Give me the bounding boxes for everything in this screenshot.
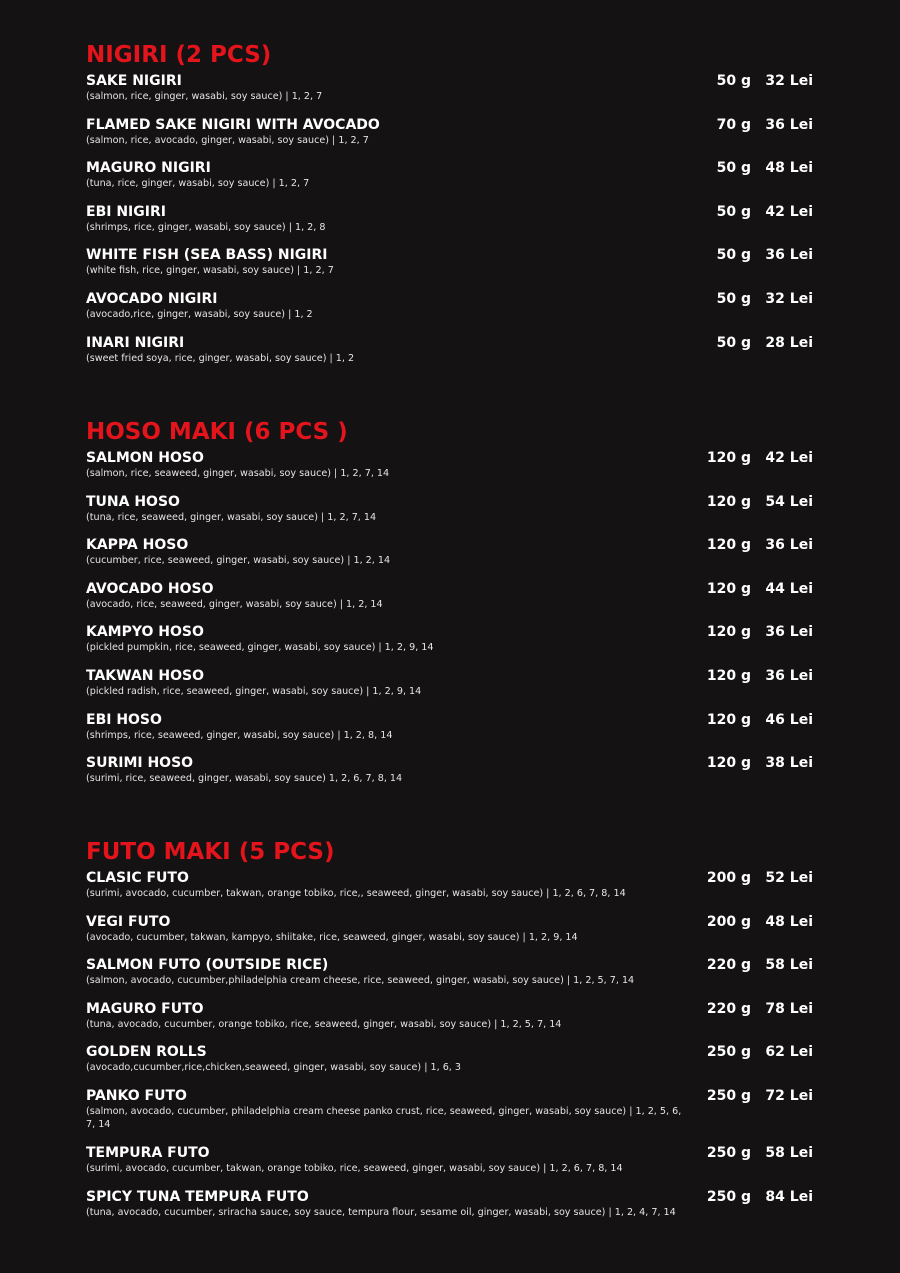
item-price: 42 Lei: [765, 203, 813, 220]
menu-item: [86, 290, 826, 334]
menu-item: [86, 536, 826, 580]
item-name: SURIMI HOSO: [86, 755, 194, 772]
section-futo-maki: [86, 837, 826, 1245]
item-name: PANKO FUTO: [86, 1087, 187, 1104]
item-weight: 120 g: [706, 450, 751, 466]
menu-list: [86, 869, 826, 1245]
item-description: (white fish, rice, ginger, wasabi, soy sauce) | 1, 2, 7: [86, 265, 334, 277]
item-price: 28 Lei: [765, 334, 813, 351]
item-description: (surimi, avocado, cucumber, takwan, orange tobiko, rice, seaweed, ginger, wasabi, soy sauce) | 1, 2, 6, 7, 8, 14: [86, 1162, 623, 1174]
item-price: 38 Lei: [765, 755, 813, 772]
item-name: VEGI FUTO: [86, 913, 171, 930]
menu-item: [86, 334, 826, 378]
item-weight: 120 g: [706, 537, 751, 554]
item-weight: 120 g: [706, 580, 751, 597]
item-price: 78 Lei: [765, 1000, 813, 1017]
item-price: 32 Lei: [765, 73, 813, 89]
item-name: FLAMED SAKE NIGIRI WITH AVOCADO: [86, 116, 380, 133]
item-price: 36 Lei: [765, 537, 813, 554]
item-description: (salmon, rice, avocado, ginger, wasabi, soy sauce) | 1, 2, 7: [86, 134, 369, 146]
menu-list: [86, 72, 826, 377]
item-weight: 50 g: [716, 290, 751, 307]
item-price: 46 Lei: [765, 711, 813, 728]
item-description: (tuna, rice, ginger, wasabi, soy sauce) | 1, 2, 7: [86, 178, 310, 190]
item-price: 36 Lei: [765, 624, 813, 641]
menu-item: [86, 869, 826, 913]
item-price: 58 Lei: [765, 957, 813, 974]
item-price: 52 Lei: [765, 870, 813, 886]
item-description: (salmon, avocado, cucumber, philadelphia cream cheese panko crust, rice, seaweed, ginger, wasabi, soy sauce) | 1, 2, 5, 6, 7, 14: [86, 1105, 682, 1130]
item-price: 84 Lei: [765, 1188, 813, 1205]
item-price: 36 Lei: [765, 247, 813, 264]
item-price: 36 Lei: [765, 667, 813, 684]
item-description: (salmon, rice, ginger, wasabi, soy sauce) | 1, 2, 7: [86, 91, 323, 102]
menu-item: [86, 913, 826, 957]
item-weight: 50 g: [716, 73, 751, 89]
item-weight: 50 g: [716, 160, 751, 177]
item-name: SALMON FUTO (OUTSIDE RICE): [86, 957, 329, 974]
item-name: MAGURO NIGIRI: [86, 160, 211, 177]
item-name: KAMPYO HOSO: [86, 624, 204, 641]
item-weight: 250 g: [706, 1144, 751, 1161]
item-weight: 50 g: [716, 334, 751, 351]
item-weight: 120 g: [706, 711, 751, 728]
menu-item: [86, 580, 826, 624]
item-price: 62 Lei: [765, 1044, 813, 1061]
item-price: 72 Lei: [765, 1087, 813, 1104]
menu-item: [86, 72, 826, 116]
menu-item: [86, 449, 826, 493]
item-weight: 250 g: [706, 1188, 751, 1205]
item-description: (salmon, avocado, cucumber,philadelphia cream cheese, rice, seaweed, ginger, wasabi, soy sauce) | 1, 2, 5, 7, 14: [86, 975, 635, 987]
item-name: SAKE NIGIRI: [86, 73, 182, 89]
item-name: SALMON HOSO: [86, 450, 204, 466]
item-weight: 200 g: [706, 913, 751, 930]
item-description: (pickled pumpkin, rice, seaweed, ginger, wasabi, soy sauce) | 1, 2, 9, 14: [86, 642, 434, 654]
item-description: (avocado, rice, seaweed, ginger, wasabi, soy sauce) | 1, 2, 14: [86, 598, 383, 610]
item-description: (cucumber, rice, seaweed, ginger, wasabi, soy sauce) | 1, 2, 14: [86, 555, 391, 567]
menu-item: [86, 623, 826, 667]
item-weight: 250 g: [706, 1087, 751, 1104]
section-title: HOSO MAKI (6 PCS ): [86, 419, 348, 445]
menu-item: [86, 493, 826, 537]
item-weight: 120 g: [706, 624, 751, 641]
menu-item: [86, 203, 826, 247]
item-price: 48 Lei: [765, 160, 813, 177]
item-weight: 220 g: [706, 957, 751, 974]
item-name: AVOCADO HOSO: [86, 580, 214, 597]
item-name: EBI HOSO: [86, 711, 162, 728]
item-price: 42 Lei: [765, 450, 813, 466]
menu-item: [86, 246, 826, 290]
item-price: 58 Lei: [765, 1144, 813, 1161]
menu-item: [86, 711, 826, 755]
item-weight: 70 g: [716, 116, 751, 133]
item-description: (sweet fried soya, rice, ginger, wasabi, soy sauce) | 1, 2: [86, 352, 355, 364]
menu-list: [86, 449, 826, 798]
item-price: 44 Lei: [765, 580, 813, 597]
item-name: TEMPURA FUTO: [86, 1144, 210, 1161]
item-weight: 220 g: [706, 1000, 751, 1017]
menu-item: [86, 754, 826, 798]
item-price: 54 Lei: [765, 493, 813, 510]
item-weight: 50 g: [716, 247, 751, 264]
section-nigiri: [86, 40, 826, 377]
menu-item: [86, 116, 826, 160]
item-weight: 250 g: [706, 1044, 751, 1061]
menu-item: [86, 956, 826, 1000]
item-name: EBI NIGIRI: [86, 203, 166, 220]
item-weight: 120 g: [706, 493, 751, 510]
item-description: (avocado,rice, ginger, wasabi, soy sauce) | 1, 2: [86, 308, 313, 320]
menu-item: [86, 159, 826, 203]
menu-item: [86, 1087, 826, 1144]
item-price: 48 Lei: [765, 913, 813, 930]
menu-item: [86, 667, 826, 711]
item-name: KAPPA HOSO: [86, 537, 189, 554]
item-description: (avocado,cucumber,rice,chicken,seaweed, ginger, wasabi, soy sauce) | 1, 6, 3: [86, 1062, 462, 1074]
item-description: (salmon, rice, seaweed, ginger, wasabi, soy sauce) | 1, 2, 7, 14: [86, 468, 390, 479]
item-name: GOLDEN ROLLS: [86, 1044, 207, 1061]
menu-item: [86, 1000, 826, 1044]
item-name: WHITE FISH (SEA BASS) NIGIRI: [86, 247, 328, 264]
item-name: AVOCADO NIGIRI: [86, 290, 218, 307]
item-name: CLASIC FUTO: [86, 870, 189, 886]
item-weight: 200 g: [706, 870, 751, 886]
item-description: (pickled radish, rice, seaweed, ginger, wasabi, soy sauce) | 1, 2, 9, 14: [86, 685, 422, 697]
item-name: INARI NIGIRI: [86, 334, 185, 351]
item-description: (shrimps, rice, ginger, wasabi, soy sauce) | 1, 2, 8: [86, 221, 326, 233]
menu-item: [86, 1144, 826, 1188]
menu-item: [86, 1188, 826, 1245]
item-description: (tuna, avocado, cucumber, orange tobiko, rice, seaweed, ginger, wasabi, soy sauce) | 1, 2, 5, 7, 14: [86, 1018, 562, 1030]
section-title: NIGIRI (2 PCS): [86, 42, 272, 68]
item-description: (avocado, cucumber, takwan, kampyo, shiitake, rice, seaweed, ginger, wasabi, soy sauce) | 1, 2, 9, 14: [86, 931, 578, 943]
item-name: SPICY TUNA TEMPURA FUTO: [86, 1188, 309, 1205]
item-price: 32 Lei: [765, 290, 813, 307]
menu-item: [86, 1043, 826, 1087]
item-price: 36 Lei: [765, 116, 813, 133]
item-name: TUNA HOSO: [86, 493, 180, 510]
section-title: FUTO MAKI (5 PCS): [86, 839, 335, 865]
item-weight: 120 g: [706, 755, 751, 772]
item-description: (tuna, rice, seaweed, ginger, wasabi, soy sauce) | 1, 2, 7, 14: [86, 511, 377, 523]
item-description: (tuna, avocado, cucumber, sriracha sauce, soy sauce, tempura flour, sesame oil, ginger, wasabi, soy sauce) | 1, 2, 4, 7, 14: [86, 1206, 676, 1218]
section-hoso-maki: [86, 417, 826, 798]
item-description: (surimi, rice, seaweed, ginger, wasabi, soy sauce) 1, 2, 6, 7, 8, 14: [86, 773, 403, 785]
item-weight: 50 g: [716, 203, 751, 220]
item-name: MAGURO FUTO: [86, 1000, 204, 1017]
item-description: (shrimps, rice, seaweed, ginger, wasabi, soy sauce) | 1, 2, 8, 14: [86, 729, 393, 741]
item-weight: 120 g: [706, 667, 751, 684]
item-description: (surimi, avocado, cucumber, takwan, orange tobiko, rice,, seaweed, ginger, wasabi, soy sauce) | 1, 2, 6, 7, 8, 14: [86, 888, 626, 899]
item-name: TAKWAN HOSO: [86, 667, 204, 684]
